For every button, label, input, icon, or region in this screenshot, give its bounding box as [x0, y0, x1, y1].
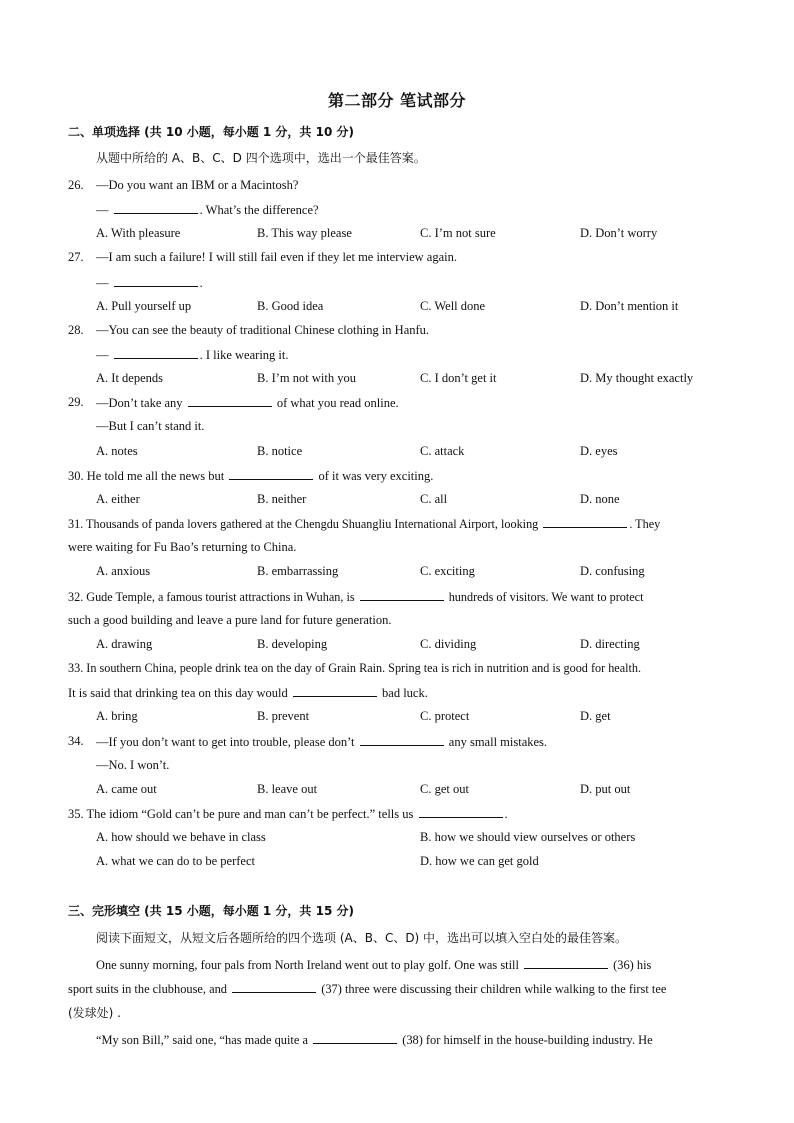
question-line: It is said that drinking tea on this day would bad luck. [68, 686, 428, 700]
option-a: A. came out [96, 782, 157, 796]
question-line: 31. Thousands of panda lovers gathered at the Chengdu Shuangliu International Airport, looking . They [68, 517, 661, 531]
option-d: D. Don’t mention it [580, 299, 679, 313]
question-number: 29. [68, 395, 84, 409]
answer-blank [188, 394, 272, 407]
question-number: 26. [68, 178, 84, 192]
option-d: D. confusing [580, 564, 645, 578]
answer-blank [114, 274, 198, 287]
answer-blank [524, 956, 608, 969]
answer-blank [360, 733, 444, 746]
passage-line: (发球处) . [68, 1006, 121, 1020]
passage-line: One sunny morning, four pals from North Ireland went out to play golf. One was still (36) his [96, 958, 652, 972]
option-d: D. get [580, 709, 611, 723]
option-c: C. I don’t get it [420, 371, 497, 385]
question-line: —If you don’t want to get into trouble, please don’t any small mistakes. [96, 735, 548, 749]
option-c: A. what we can do to be perfect [96, 854, 255, 868]
option-b: B. I’m not with you [257, 371, 356, 385]
option-a: A. anxious [96, 564, 151, 578]
question-line: —No. I won’t. [96, 758, 170, 772]
option-a: A. With pleasure [96, 226, 181, 240]
question-line: —Do you want an IBM or a Macintosh? [96, 178, 299, 192]
question-line: such a good building and leave a pure land for future generation. [68, 613, 392, 627]
option-b: B. prevent [257, 709, 310, 723]
question-line: —But I can’t stand it. [96, 419, 205, 433]
answer-blank [543, 515, 627, 528]
option-c: C. dividing [420, 637, 477, 651]
option-d: D. how we can get gold [420, 854, 539, 868]
option-a: A. Pull yourself up [96, 299, 192, 313]
option-a: A. It depends [96, 371, 163, 385]
option-a: A. notes [96, 444, 138, 458]
section-instruction: 从题中所给的 A、B、C、D 四个选项中，选出一个最佳答案。 [96, 151, 426, 165]
option-c: C. I’m not sure [420, 226, 496, 240]
option-d: D. eyes [580, 444, 618, 458]
section-instruction: 阅读下面短文，从短文后各题所给的四个选项 (A、B、C、D) 中，选出可以填入空白处的最佳答案。 [96, 931, 628, 945]
page-title: 第二部分 笔试部分 [327, 91, 467, 110]
question-number: 27. [68, 250, 84, 264]
question-line: — . [96, 276, 203, 290]
question-line: — . What’s the difference? [96, 203, 319, 217]
answer-blank [419, 805, 503, 818]
option-a: A. how should we behave in class [96, 830, 266, 844]
option-c: C. all [420, 492, 448, 506]
answer-blank [114, 346, 198, 359]
option-c: C. attack [420, 444, 465, 458]
option-c: C. protect [420, 709, 470, 723]
question-line: —Don’t take any of what you read online. [96, 396, 399, 410]
option-d: D. put out [580, 782, 631, 796]
question-line: 35. The idiom “Gold can’t be pure and man can’t be perfect.” tells us . [68, 807, 508, 821]
question-line: —I am such a failure! I will still fail even if they let me interview again. [96, 250, 457, 264]
option-b: B. how we should view ourselves or others [420, 830, 636, 844]
question-line: were waiting for Fu Bao’s returning to China. [68, 540, 297, 554]
question-line: 30. He told me all the news but of it was very exciting. [68, 469, 434, 483]
option-c: C. exciting [420, 564, 475, 578]
option-b: B. leave out [257, 782, 318, 796]
option-c: C. Well done [420, 299, 486, 313]
answer-blank [360, 588, 444, 601]
passage-line: sport suits in the clubhouse, and (37) three were discussing their children while walking to the first tee [68, 982, 667, 996]
answer-blank [114, 201, 198, 214]
section-heading: 二、单项选择 (共 10 小题，每小题 1 分，共 10 分) [68, 125, 354, 139]
option-d: D. Don’t worry [580, 226, 658, 240]
option-d: D. directing [580, 637, 640, 651]
option-b: B. neither [257, 492, 307, 506]
question-line: 32. Gude Temple, a famous tourist attractions in Wuhan, is hundreds of visitors. We want to protect [68, 590, 644, 604]
option-a: A. drawing [96, 637, 153, 651]
passage-line: “My son Bill,” said one, “has made quite a (38) for himself in the house-building industry. He [96, 1033, 653, 1047]
option-d: D. none [580, 492, 620, 506]
answer-blank [313, 1031, 397, 1044]
option-b: B. embarrassing [257, 564, 339, 578]
section-heading: 三、完形填空 (共 15 小题，每小题 1 分，共 15 分) [68, 904, 354, 918]
option-b: B. developing [257, 637, 328, 651]
answer-blank [293, 684, 377, 697]
question-line: — . I like wearing it. [96, 348, 289, 362]
option-b: B. This way please [257, 226, 352, 240]
question-number: 34. [68, 734, 84, 748]
answer-blank [229, 467, 313, 480]
question-line: 33. In southern China, people drink tea on the day of Grain Rain. Spring tea is rich in nutrition and is good for health. [68, 661, 642, 675]
option-a: A. either [96, 492, 140, 506]
answer-blank [232, 980, 316, 993]
question-number: 28. [68, 323, 84, 337]
option-d: D. My thought exactly [580, 371, 694, 385]
option-a: A. bring [96, 709, 138, 723]
question-line: —You can see the beauty of traditional Chinese clothing in Hanfu. [96, 323, 430, 337]
option-b: B. Good idea [257, 299, 324, 313]
option-b: B. notice [257, 444, 303, 458]
option-c: C. get out [420, 782, 469, 796]
